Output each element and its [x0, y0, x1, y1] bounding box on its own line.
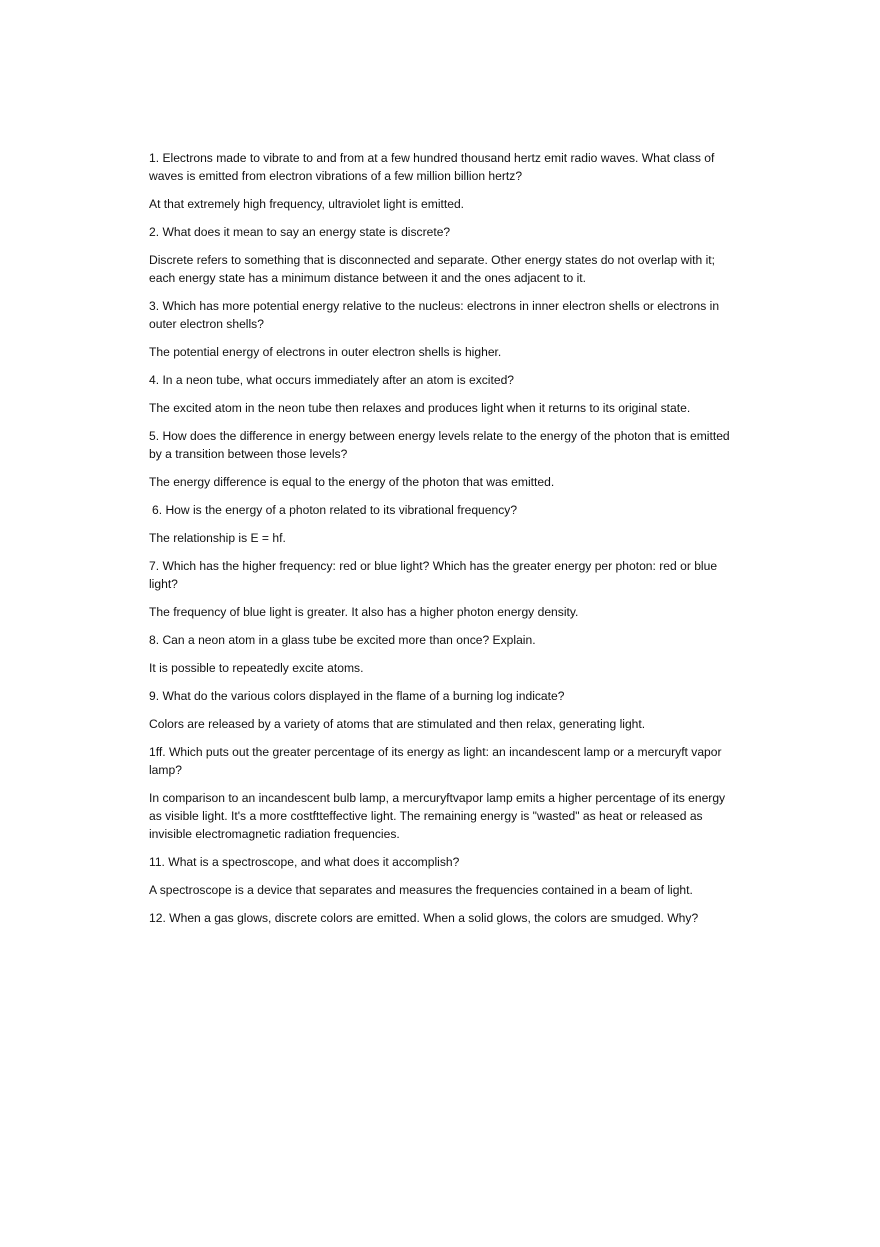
answer-8: It is possible to repeatedly excite atoms.	[149, 661, 364, 675]
answer-11: A spectroscope is a device that separates and measures the frequencies contained in a beam of light.	[149, 883, 693, 897]
answer-7: The frequency of blue light is greater. It also has a higher photon energy density.	[149, 605, 579, 619]
answer-10: In comparison to an incandescent bulb lamp, a mercuryftvapor lamp emits a higher percentage of its energy as visible light. It's a more costftteffective light. The remaining energy is "wasted" as heat or released as invisible electromagnetic radiation frequencies.	[149, 791, 726, 841]
answer-4: The excited atom in the neon tube then relaxes and produces light when it returns to its original state.	[149, 401, 691, 415]
answer-2: Discrete refers to something that is disconnected and separate. Other energy states do not overlap with it; each energy state has a minimum distance between it and the ones adjacent to it.	[149, 253, 716, 285]
question-11: 11. What is a spectroscope, and what does it accomplish?	[149, 855, 460, 869]
question-2: 2. What does it mean to say an energy state is discrete?	[149, 225, 451, 239]
question-9: 9. What do the various colors displayed in the flame of a burning log indicate?	[149, 689, 565, 703]
question-12: 12. When a gas glows, discrete colors are emitted. When a solid glows, the colors are smudged. Why?	[149, 911, 699, 925]
question-6: 6. How is the energy of a photon related to its vibrational frequency?	[152, 503, 518, 517]
answer-1: At that extremely high frequency, ultraviolet light is emitted.	[149, 197, 465, 211]
question-3: 3. Which has more potential energy relative to the nucleus: electrons in inner electron shells or electrons in outer electron shells?	[149, 299, 720, 331]
question-4: 4. In a neon tube, what occurs immediately after an atom is excited?	[149, 373, 515, 387]
question-1: 1. Electrons made to vibrate to and from at a few hundred thousand hertz emit radio waves. What class of waves is emitted from electron vibrations of a few million billion hertz?	[149, 151, 715, 183]
answer-9: Colors are released by a variety of atoms that are stimulated and then relax, generating light.	[149, 717, 646, 731]
answer-3: The potential energy of electrons in outer electron shells is higher.	[149, 345, 502, 359]
answer-6: The relationship is E = hf.	[149, 531, 286, 545]
document-body	[149, 149, 733, 937]
question-5: 5. How does the difference in energy between energy levels relate to the energy of the photon that is emitted by a transition between those levels?	[149, 429, 730, 461]
answer-5: The energy difference is equal to the energy of the photon that was emitted.	[149, 475, 555, 489]
question-7: 7. Which has the higher frequency: red or blue light? Which has the greater energy per photon: red or blue light?	[149, 559, 718, 591]
question-8: 8. Can a neon atom in a glass tube be excited more than once? Explain.	[149, 633, 536, 647]
question-10: 1ff. Which puts out the greater percentage of its energy as light: an incandescent lamp or a mercuryft vapor lamp?	[149, 745, 722, 777]
